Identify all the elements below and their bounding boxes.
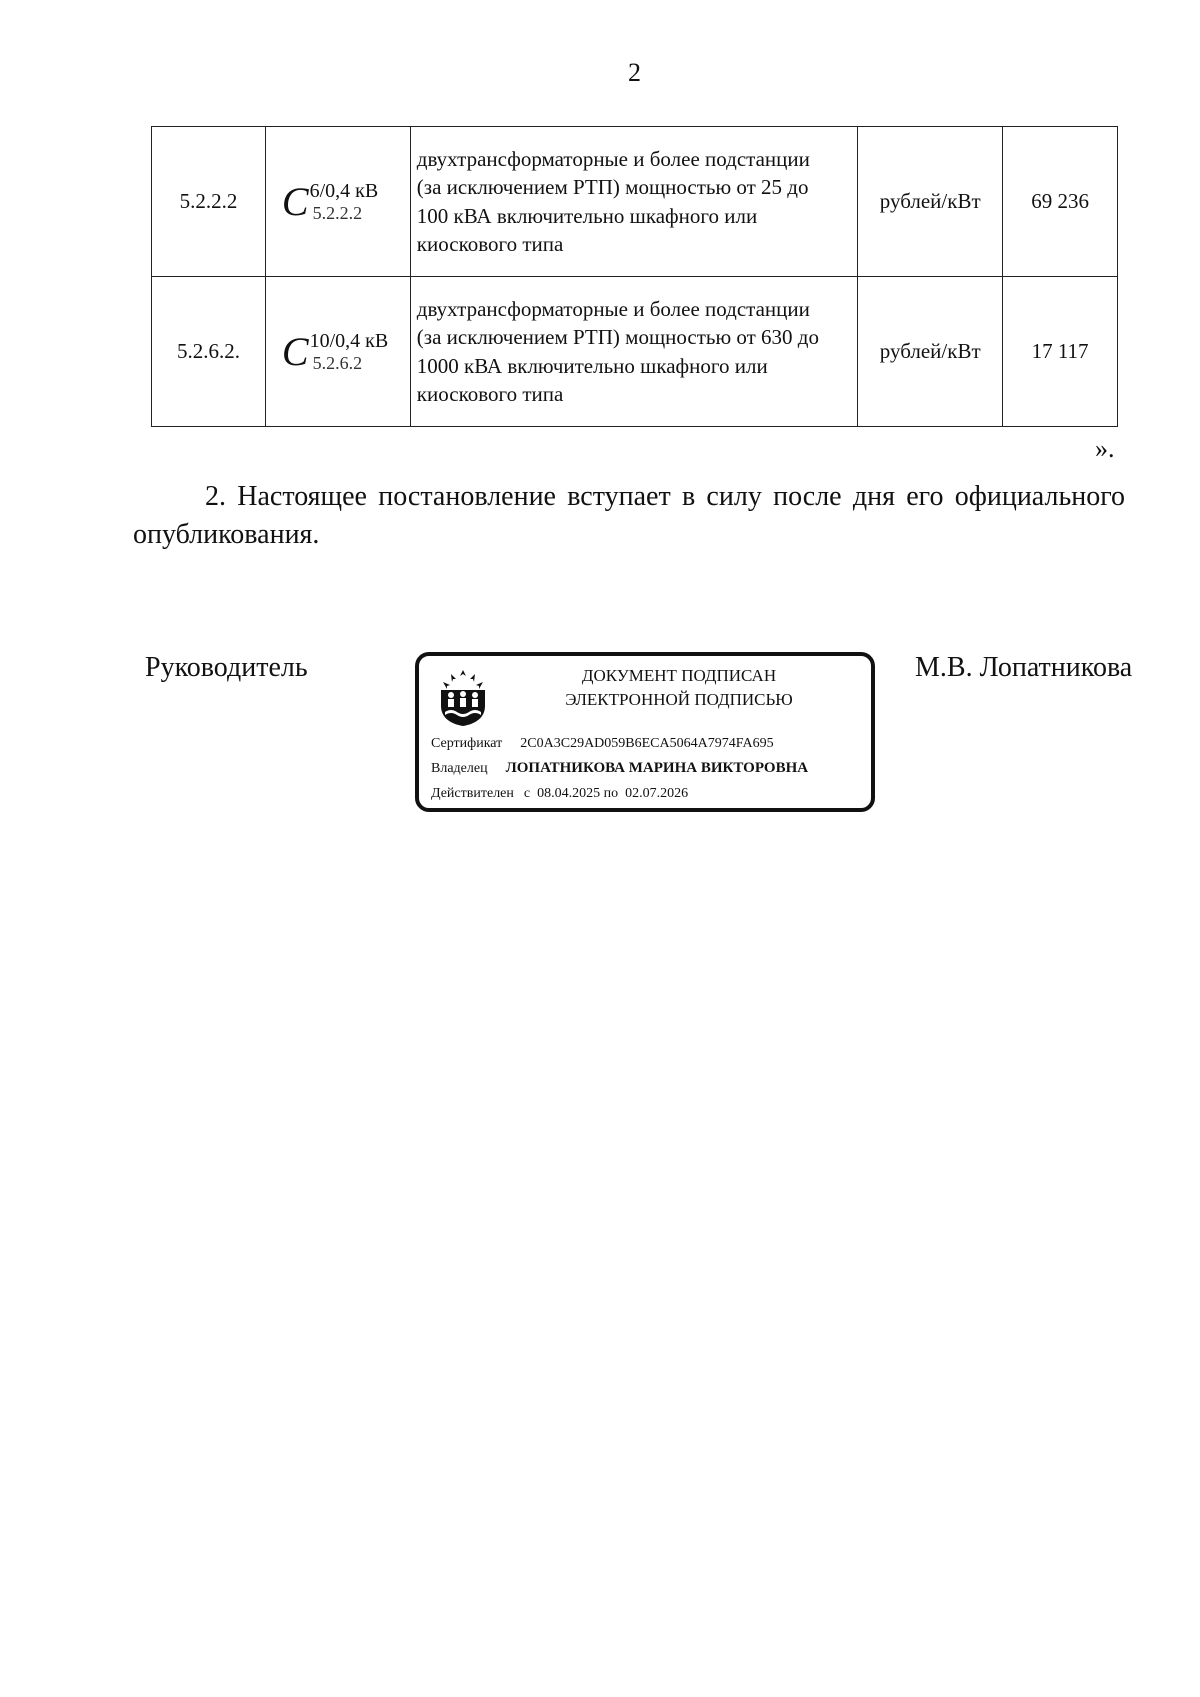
- formula-subscript: 5.2.6.2: [312, 353, 363, 373]
- row-value: 17 117: [1003, 277, 1118, 427]
- stamp-certificate-row: [431, 736, 774, 752]
- description-line: киоскового типа: [416, 232, 564, 256]
- row-code: 5.2.2.2: [152, 127, 266, 277]
- certificate-value: 2C0A3C29AD059B6ECA5064A7974FA695: [520, 736, 774, 751]
- page-number: 2: [628, 58, 641, 87]
- tariff-table: [151, 126, 1118, 427]
- description-line: двухтрансформаторные и более подстанции: [416, 296, 810, 321]
- stamp-owner-row: [431, 760, 808, 777]
- row-unit: рублей/кВт: [858, 127, 1003, 277]
- description-line: киоскового типа: [416, 382, 564, 406]
- certificate-label: Сертификат: [431, 736, 503, 751]
- description-line: (за исключением РТП) мощностью от 630 до: [416, 325, 819, 349]
- formula-superscript: 10/0,4 кВ: [309, 330, 389, 352]
- row-symbol: [265, 277, 410, 427]
- e-signature-stamp: [415, 652, 875, 812]
- owner-value: ЛОПАТНИКОВА МАРИНА ВИКТОРОВНА: [505, 760, 809, 776]
- stamp-header: [489, 664, 869, 712]
- description-line: (за исключением РТП) мощностью от 25 до: [416, 175, 809, 199]
- formula-base: C: [281, 328, 309, 374]
- formula-base: C: [281, 178, 309, 224]
- stamp-title-line: ЭЛЕКТРОННОЙ ПОДПИСЬЮ: [565, 690, 793, 709]
- row-code: 5.2.6.2.: [152, 277, 266, 427]
- formula-superscript: 6/0,4 кВ: [309, 180, 379, 202]
- rate-formula: [281, 178, 379, 224]
- signer-name: М.В. Лопатникова: [915, 652, 1133, 683]
- row-symbol: [265, 127, 410, 277]
- table-row: [152, 277, 1118, 427]
- signer-title: Руководитель: [145, 652, 308, 683]
- validity-value: с 08.04.2025 по 02.07.2026: [523, 786, 689, 801]
- row-value: 69 236: [1003, 127, 1118, 277]
- stamp-title-line: ДОКУМЕНТ ПОДПИСАН: [581, 666, 777, 685]
- owner-label: Владелец: [431, 761, 488, 776]
- description-line: двухтрансформаторные и более подстанции: [416, 146, 810, 171]
- row-description: [410, 127, 858, 277]
- closing-quote: ».: [1095, 434, 1115, 463]
- rate-formula: [281, 328, 389, 374]
- table-row: [152, 127, 1118, 277]
- row-unit: рублей/кВт: [858, 277, 1003, 427]
- formula-subscript: 5.2.2.2: [312, 203, 363, 223]
- validity-label: Действителен: [431, 786, 514, 801]
- description-line: 1000 кВА включительно шкафного или: [416, 353, 768, 378]
- stamp-validity-row: [431, 786, 688, 802]
- description-line: 100 кВА включительно шкафного или: [416, 203, 758, 228]
- row-description: [410, 277, 858, 427]
- clause-text: 2. Настоящее постановление вступает в силу после дня его официального опубликования.: [133, 481, 1125, 550]
- coat-of-arms-icon: [437, 668, 489, 728]
